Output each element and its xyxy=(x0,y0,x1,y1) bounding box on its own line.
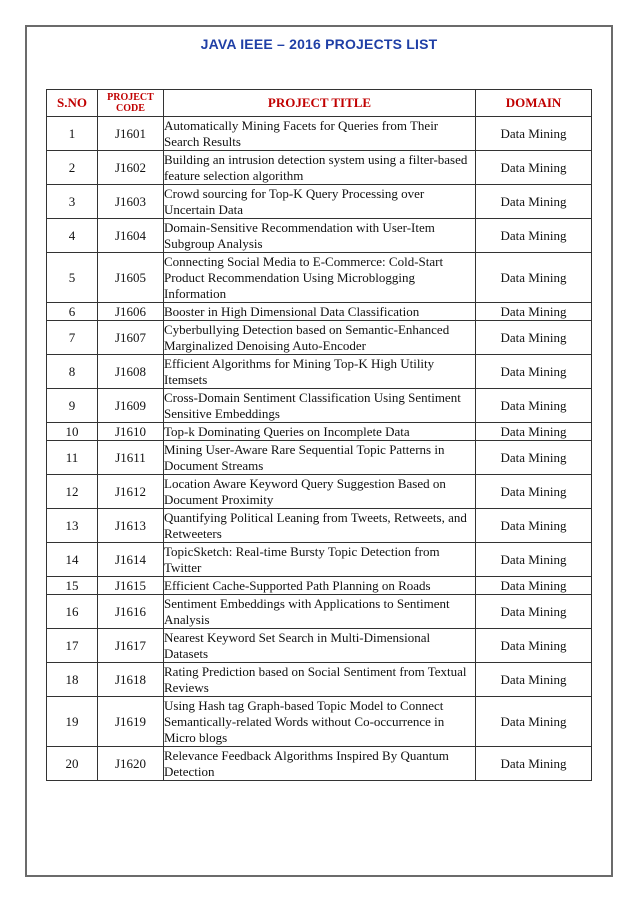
sno-cell: 2 xyxy=(47,151,98,185)
sno-cell: 5 xyxy=(47,253,98,303)
project-code-cell: J1611 xyxy=(98,441,164,475)
project-code-cell: J1602 xyxy=(98,151,164,185)
table-row xyxy=(47,303,592,321)
sno-cell: 3 xyxy=(47,185,98,219)
project-title-cell: Location Aware Keyword Query Suggestion Based on Document Proximity xyxy=(164,475,476,509)
table-row xyxy=(47,117,592,151)
project-title-cell: Cross-Domain Sentiment Classification Using Sentiment Sensitive Embeddings xyxy=(164,389,476,423)
project-title-cell: TopicSketch: Real-time Bursty Topic Detection from Twitter xyxy=(164,543,476,577)
project-title-cell: Efficient Algorithms for Mining Top-K High Utility Itemsets xyxy=(164,355,476,389)
project-title-cell: Using Hash tag Graph-based Topic Model to Connect Semantically-related Words without Co-occurrence in Micro blogs xyxy=(164,697,476,747)
table-row xyxy=(47,577,592,595)
project-code-cell: J1613 xyxy=(98,509,164,543)
sno-cell: 12 xyxy=(47,475,98,509)
project-code-cell: J1612 xyxy=(98,475,164,509)
table-row xyxy=(47,747,592,781)
table-row xyxy=(47,663,592,697)
table-row xyxy=(47,697,592,747)
table-row xyxy=(47,629,592,663)
page-title: JAVA IEEE – 2016 PROJECTS LIST xyxy=(200,36,438,52)
domain-cell: Data Mining xyxy=(476,747,592,781)
table-row xyxy=(47,185,592,219)
sno-cell: 18 xyxy=(47,663,98,697)
project-code-cell: J1610 xyxy=(98,423,164,441)
table-header-row xyxy=(47,90,592,117)
table-row xyxy=(47,389,592,423)
table-row xyxy=(47,423,592,441)
table-row xyxy=(47,441,592,475)
sno-cell: 6 xyxy=(47,303,98,321)
project-code-cell: J1601 xyxy=(98,117,164,151)
sno-cell: 16 xyxy=(47,595,98,629)
domain-cell: Data Mining xyxy=(476,509,592,543)
sno-cell: 11 xyxy=(47,441,98,475)
domain-cell: Data Mining xyxy=(476,663,592,697)
table-row xyxy=(47,595,592,629)
project-code-cell: J1608 xyxy=(98,355,164,389)
sno-cell: 13 xyxy=(47,509,98,543)
projects-table xyxy=(46,89,592,781)
domain-cell: Data Mining xyxy=(476,543,592,577)
table-row xyxy=(47,543,592,577)
project-title-cell: Efficient Cache-Supported Path Planning on Roads xyxy=(164,577,476,595)
project-code-cell: J1620 xyxy=(98,747,164,781)
domain-cell: Data Mining xyxy=(476,475,592,509)
domain-cell: Data Mining xyxy=(476,423,592,441)
project-title-cell: Cyberbullying Detection based on Semantic-Enhanced Marginalized Denoising Auto-Encoder xyxy=(164,321,476,355)
domain-cell: Data Mining xyxy=(476,441,592,475)
header-project-title: PROJECT TITLE xyxy=(164,90,476,117)
domain-cell: Data Mining xyxy=(476,321,592,355)
sno-cell: 7 xyxy=(47,321,98,355)
header-domain: DOMAIN xyxy=(476,90,592,117)
project-title-cell: Connecting Social Media to E-Commerce: Cold-Start Product Recommendation Using Microblogging Information xyxy=(164,253,476,303)
project-title-cell: Nearest Keyword Set Search in Multi-Dimensional Datasets xyxy=(164,629,476,663)
project-title-cell: Automatically Mining Facets for Queries from Their Search Results xyxy=(164,117,476,151)
domain-cell: Data Mining xyxy=(476,355,592,389)
table-row xyxy=(47,321,592,355)
project-code-cell: J1619 xyxy=(98,697,164,747)
project-code-cell: J1617 xyxy=(98,629,164,663)
project-code-cell: J1604 xyxy=(98,219,164,253)
project-title-cell: Rating Prediction based on Social Sentiment from Textual Reviews xyxy=(164,663,476,697)
project-title-cell: Crowd sourcing for Top-K Query Processing over Uncertain Data xyxy=(164,185,476,219)
project-title-cell: Domain-Sensitive Recommendation with User-Item Subgroup Analysis xyxy=(164,219,476,253)
domain-cell: Data Mining xyxy=(476,697,592,747)
sno-cell: 15 xyxy=(47,577,98,595)
project-code-cell: J1616 xyxy=(98,595,164,629)
header-project-code: PROJECT CODE xyxy=(98,90,164,117)
domain-cell: Data Mining xyxy=(476,303,592,321)
table-row xyxy=(47,475,592,509)
sno-cell: 1 xyxy=(47,117,98,151)
domain-cell: Data Mining xyxy=(476,389,592,423)
project-title-cell: Building an intrusion detection system using a filter-based feature selection algorithm xyxy=(164,151,476,185)
domain-cell: Data Mining xyxy=(476,253,592,303)
project-code-cell: J1618 xyxy=(98,663,164,697)
project-title-cell: Sentiment Embeddings with Applications to Sentiment Analysis xyxy=(164,595,476,629)
table-row xyxy=(47,219,592,253)
project-code-cell: J1603 xyxy=(98,185,164,219)
project-code-cell: J1605 xyxy=(98,253,164,303)
sno-cell: 14 xyxy=(47,543,98,577)
table-row xyxy=(47,253,592,303)
project-title-cell: Booster in High Dimensional Data Classification xyxy=(164,303,476,321)
sno-cell: 9 xyxy=(47,389,98,423)
project-title-cell: Quantifying Political Leaning from Tweets, Retweets, and Retweeters xyxy=(164,509,476,543)
header-sno: S.NO xyxy=(47,90,98,117)
sno-cell: 8 xyxy=(47,355,98,389)
project-code-cell: J1614 xyxy=(98,543,164,577)
domain-cell: Data Mining xyxy=(476,577,592,595)
project-code-cell: J1606 xyxy=(98,303,164,321)
project-code-cell: J1615 xyxy=(98,577,164,595)
domain-cell: Data Mining xyxy=(476,185,592,219)
domain-cell: Data Mining xyxy=(476,219,592,253)
sno-cell: 10 xyxy=(47,423,98,441)
sno-cell: 19 xyxy=(47,697,98,747)
project-code-cell: J1607 xyxy=(98,321,164,355)
sno-cell: 4 xyxy=(47,219,98,253)
table-row xyxy=(47,509,592,543)
project-title-cell: Mining User-Aware Rare Sequential Topic Patterns in Document Streams xyxy=(164,441,476,475)
table-row xyxy=(47,355,592,389)
domain-cell: Data Mining xyxy=(476,117,592,151)
project-title-cell: Top-k Dominating Queries on Incomplete Data xyxy=(164,423,476,441)
domain-cell: Data Mining xyxy=(476,595,592,629)
project-code-cell: J1609 xyxy=(98,389,164,423)
table-row xyxy=(47,151,592,185)
sno-cell: 17 xyxy=(47,629,98,663)
domain-cell: Data Mining xyxy=(476,629,592,663)
domain-cell: Data Mining xyxy=(476,151,592,185)
sno-cell: 20 xyxy=(47,747,98,781)
project-title-cell: Relevance Feedback Algorithms Inspired By Quantum Detection xyxy=(164,747,476,781)
table-body xyxy=(47,117,592,781)
